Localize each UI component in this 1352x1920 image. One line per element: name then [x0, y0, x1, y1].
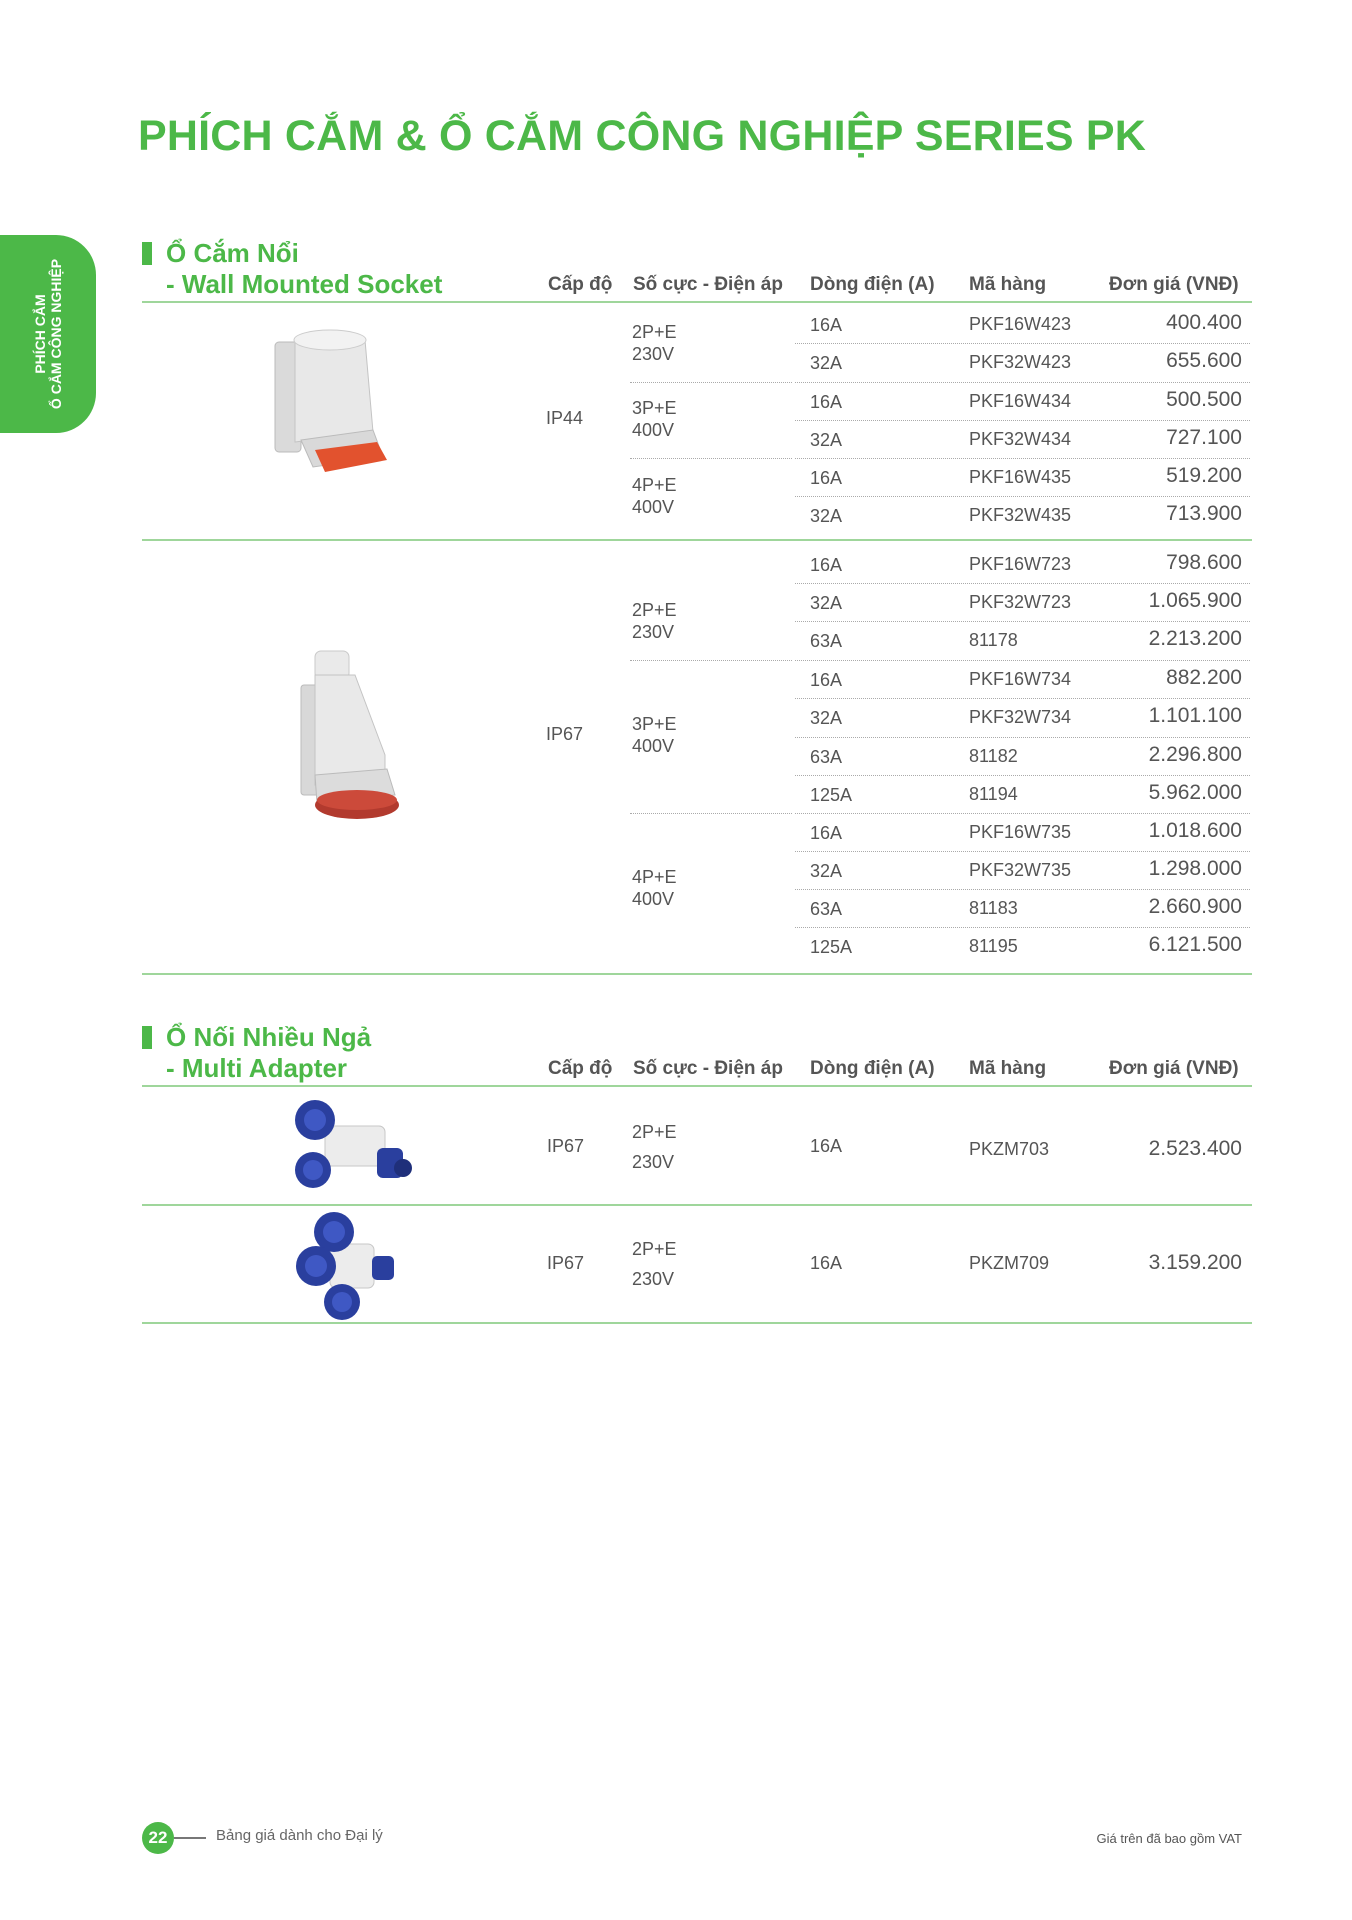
code-cell: PKZM703	[969, 1139, 1050, 1159]
page-title: PHÍCH CẮM & Ổ CẮM CÔNG NGHIỆP SERIES PK	[138, 112, 1147, 160]
dotted-divider	[795, 621, 1250, 622]
poles-cell: 2P+E 230V	[632, 1122, 677, 1172]
divider	[142, 301, 1252, 303]
code-cell: PKF16W735	[969, 822, 1072, 842]
code-cell: 81182	[969, 746, 1018, 766]
current-cell: 16A	[810, 468, 843, 488]
current-cell: 125A	[810, 937, 853, 957]
level-cell: IP67	[547, 1253, 585, 1273]
poles-cell: 2P+E 230V	[632, 600, 677, 642]
poles-cell: 2P+E 230V	[632, 322, 677, 364]
poles-cell: 3P+E 400V	[632, 714, 677, 756]
current-cell: 16A	[810, 1136, 843, 1156]
dotted-divider	[795, 458, 1250, 459]
page-number: 22	[142, 1822, 174, 1854]
dotted-divider	[795, 775, 1250, 776]
price-cell: 713.900	[1166, 502, 1242, 525]
code-cell: PKF16W435	[969, 467, 1072, 487]
code-cell: PKF32W423	[969, 352, 1072, 372]
dotted-divider	[795, 813, 1250, 814]
price-cell: 1.298.000	[1148, 857, 1242, 880]
price-cell: 400.400	[1166, 311, 1242, 334]
code-cell: PKF32W734	[969, 707, 1072, 727]
divider	[142, 1322, 1252, 1324]
current-cell: 32A	[810, 708, 843, 728]
side-tab-text	[32, 259, 64, 409]
current-cell: 16A	[810, 555, 843, 575]
footer-rule	[174, 1837, 206, 1839]
code-cell: PKF32W735	[969, 860, 1072, 880]
code-cell: PKF16W723	[969, 554, 1072, 574]
footer-right-text: Giá trên đã bao gồm VAT	[1096, 1831, 1242, 1846]
header-price: Đơn giá (VNĐ)	[1109, 274, 1239, 295]
side-tab-line2: Ổ CẮM CÔNG NGHIỆP	[48, 258, 64, 410]
multi-adapter-pkzm703-image	[285, 1098, 415, 1194]
divider	[142, 1204, 1252, 1206]
price-cell: 6.121.500	[1148, 933, 1242, 956]
header-level: Cấp độ	[548, 1058, 613, 1079]
dotted-divider	[630, 458, 792, 459]
dotted-divider	[795, 583, 1250, 584]
dotted-divider	[630, 813, 792, 814]
dotted-divider	[795, 927, 1250, 928]
header-code: Mã hàng	[969, 274, 1047, 295]
code-cell: 81194	[969, 784, 1018, 804]
price-cell: 519.200	[1166, 464, 1242, 487]
price-cell: 2.213.200	[1148, 627, 1242, 650]
level-ip44: IP44	[546, 408, 584, 428]
dotted-divider	[795, 420, 1250, 421]
section1-subtitle: - Wall Mounted Socket	[166, 269, 443, 299]
code-cell: PKF16W734	[969, 669, 1072, 689]
poles-cell: 2P+E 230V	[632, 1239, 677, 1289]
section1-title: Ổ Cắm Nổi	[166, 238, 299, 268]
price-cell: 655.600	[1166, 349, 1242, 372]
current-cell: 125A	[810, 785, 853, 805]
footer-left-text: Bảng giá dành cho Đại lý	[216, 1827, 383, 1844]
poles-cell: 4P+E 400V	[632, 867, 677, 909]
code-cell: PKZM709	[969, 1253, 1050, 1273]
header-poles: Số cực - Điện áp	[633, 1058, 783, 1079]
dotted-divider	[630, 660, 792, 661]
section-marker	[142, 242, 152, 265]
code-cell: PKF32W434	[969, 429, 1072, 449]
code-cell: PKF32W723	[969, 592, 1072, 612]
price-cell: 1.018.600	[1148, 819, 1242, 842]
section2-title: Ổ Nối Nhiều Ngả	[166, 1022, 372, 1052]
price-cell: 2.296.800	[1148, 743, 1242, 766]
header-code: Mã hàng	[969, 1058, 1047, 1079]
code-cell: PKF16W434	[969, 391, 1072, 411]
header-current: Dòng điện (A)	[810, 274, 935, 295]
dotted-divider	[795, 889, 1250, 890]
multi-adapter-pkzm709-image	[292, 1210, 402, 1322]
header-current: Dòng điện (A)	[810, 1058, 935, 1079]
price-cell: 500.500	[1166, 388, 1242, 411]
dotted-divider	[795, 660, 1250, 661]
dotted-divider	[795, 737, 1250, 738]
level-cell: IP67	[547, 1136, 585, 1156]
current-cell: 16A	[810, 823, 843, 843]
wall-socket-ip67-image	[295, 645, 405, 825]
current-cell: 16A	[810, 670, 843, 690]
price-cell: 798.600	[1166, 551, 1242, 574]
side-tab	[0, 235, 96, 433]
code-cell: 81183	[969, 898, 1018, 918]
current-cell: 32A	[810, 353, 843, 373]
price-cell: 882.200	[1166, 666, 1242, 689]
poles-cell: 3P+E 400V	[632, 398, 677, 440]
code-cell: PKF32W435	[969, 505, 1072, 525]
divider	[142, 1085, 1252, 1087]
current-cell: 16A	[810, 392, 843, 412]
current-cell: 63A	[810, 631, 843, 651]
price-cell: 3.159.200	[1148, 1251, 1242, 1274]
current-cell: 32A	[810, 506, 843, 526]
dotted-divider	[795, 382, 1250, 383]
price-cell: 2.660.900	[1148, 895, 1242, 918]
price-cell: 5.962.000	[1148, 781, 1242, 804]
current-cell: 16A	[810, 315, 843, 335]
price-cell: 727.100	[1166, 426, 1242, 449]
dotted-divider	[630, 382, 792, 383]
divider	[142, 539, 1252, 541]
current-cell: 32A	[810, 430, 843, 450]
code-cell: PKF16W423	[969, 314, 1072, 334]
header-level: Cấp độ	[548, 274, 613, 295]
side-tab-line1: PHÍCH CẮM	[32, 294, 48, 374]
current-cell: 63A	[810, 747, 843, 767]
dotted-divider	[795, 698, 1250, 699]
code-cell: 81195	[969, 936, 1018, 956]
poles-cell: 4P+E 400V	[632, 475, 677, 517]
dotted-divider	[795, 851, 1250, 852]
price-cell: 1.101.100	[1148, 704, 1242, 727]
level-ip67: IP67	[546, 724, 584, 744]
wall-socket-ip44-image	[265, 322, 395, 482]
price-cell: 2.523.400	[1148, 1137, 1242, 1160]
header-price: Đơn giá (VNĐ)	[1109, 1058, 1239, 1079]
dotted-divider	[795, 496, 1250, 497]
section2-subtitle: - Multi Adapter	[166, 1053, 348, 1083]
divider	[142, 973, 1252, 975]
dotted-divider	[795, 343, 1250, 344]
code-cell: 81178	[969, 630, 1018, 650]
price-cell: 1.065.900	[1148, 589, 1242, 612]
current-cell: 16A	[810, 1253, 843, 1273]
header-poles: Số cực - Điện áp	[633, 274, 783, 295]
current-cell: 32A	[810, 593, 843, 613]
current-cell: 32A	[810, 861, 843, 881]
current-cell: 63A	[810, 899, 843, 919]
section-marker	[142, 1026, 152, 1049]
